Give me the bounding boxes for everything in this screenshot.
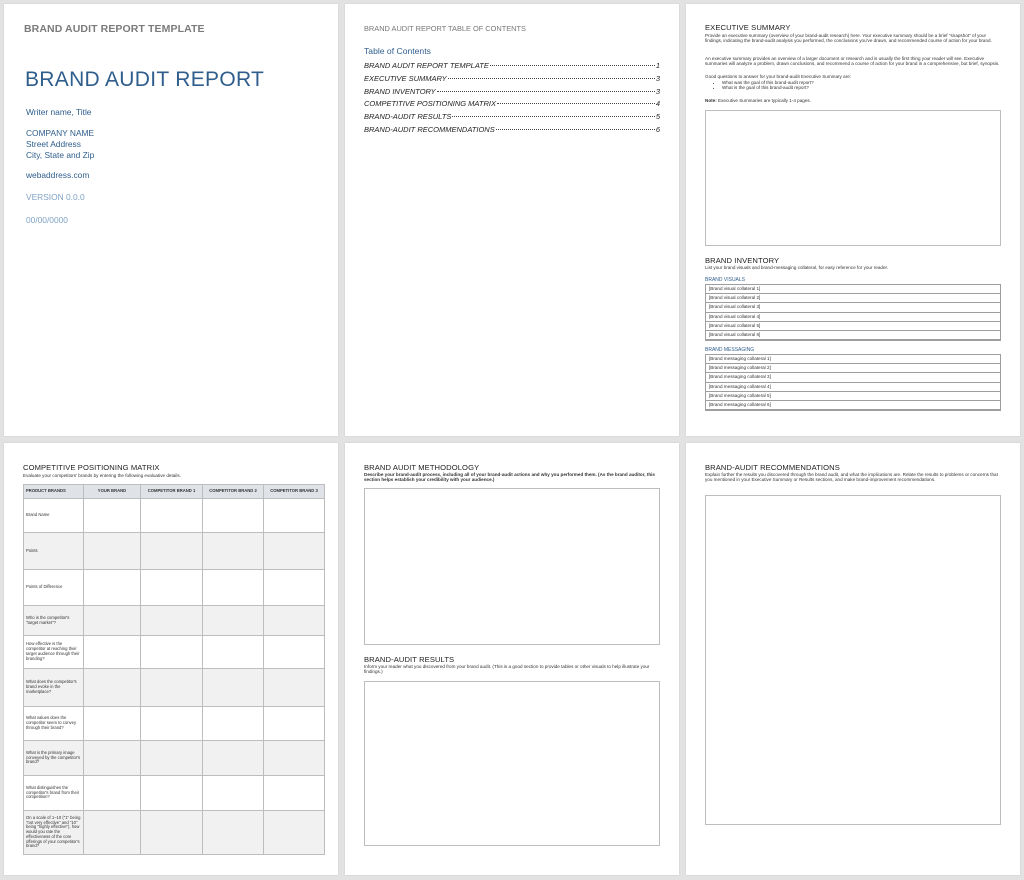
column-header: COMPETITOR BRAND 2 (203, 485, 264, 499)
note-label: Note: (705, 98, 717, 103)
matrix-cell[interactable] (141, 533, 203, 570)
column-header: YOUR BRAND (84, 485, 141, 499)
matrix-cell[interactable] (141, 669, 203, 707)
version: VERSION 0.0.0 (26, 192, 85, 202)
matrix-cell[interactable] (203, 741, 264, 776)
results-box[interactable] (364, 681, 660, 846)
toc-entry-label: COMPETITIVE POSITIONING MATRIX (364, 99, 496, 109)
company-name: COMPANY NAME (26, 128, 95, 138)
matrix-cell[interactable] (264, 606, 325, 636)
table-row[interactable]: [Brand visual collateral 1] (705, 285, 1001, 294)
row-label: What distinguishes the competitor's brand from their competition? (24, 776, 84, 811)
matrix-cell[interactable] (84, 811, 141, 855)
toc-entry[interactable] (364, 125, 660, 138)
toc-entry-page: 4 (655, 99, 660, 109)
brand-inventory-heading: BRAND INVENTORY (705, 256, 780, 265)
toc-entry-label: BRAND-AUDIT RESULTS (364, 112, 452, 122)
toc-entry[interactable] (364, 74, 660, 87)
matrix-cell[interactable] (264, 570, 325, 606)
matrix-cell[interactable] (203, 811, 264, 855)
matrix-heading: COMPETITIVE POSITIONING MATRIX (23, 463, 160, 472)
exec-summary-p3: Good questions to answer for your brand-audit Executive Summary are: (705, 74, 852, 79)
recommendations-heading: BRAND-AUDIT RECOMMENDATIONS (705, 463, 840, 472)
matrix-cell[interactable] (203, 499, 264, 533)
exec-summary-p1: Provide an executive summary (overview of your brand-audit research) here. Your executive summary should be a brief "snapshot" of your findings, indicating the brand-audit analysis you performed, the conclusions you've drawn, and recommended course of action for your brand. (705, 33, 992, 44)
city-state-zip: City, State and Zip (26, 150, 95, 160)
cover-page (4, 4, 338, 436)
matrix-cell[interactable] (203, 636, 264, 669)
matrix-cell[interactable] (264, 636, 325, 669)
matrix-cell[interactable] (84, 776, 141, 811)
row-label: What values does the competitor seem to convey through their brand? (24, 707, 84, 741)
matrix-cell[interactable] (264, 499, 325, 533)
toc-leader (437, 91, 655, 92)
recommendations-page (686, 443, 1020, 875)
cover-kicker: BRAND AUDIT REPORT TEMPLATE (24, 23, 205, 35)
matrix-cell[interactable] (141, 776, 203, 811)
column-header: PRODUCT BRANDS (24, 485, 84, 499)
brand-inventory-intro: List your brand visuals and brand-messaging collateral, for easy reference for your reader. (705, 265, 889, 270)
exec-summary-heading: EXECUTIVE SUMMARY (705, 23, 791, 32)
matrix-cell[interactable] (264, 669, 325, 707)
column-header: COMPETITOR BRAND 1 (141, 485, 203, 499)
toc-heading: Table of Contents (364, 46, 431, 56)
row-label: Points of Difference (24, 570, 84, 606)
matrix-cell[interactable] (264, 533, 325, 570)
toc-page (345, 4, 679, 436)
exec-bullets (705, 80, 1002, 91)
matrix-cell[interactable] (84, 636, 141, 669)
toc-leader (448, 78, 655, 79)
table-row[interactable]: [Brand visual collateral 3] (705, 303, 1001, 312)
matrix-cell[interactable] (203, 570, 264, 606)
column-header: COMPETITOR BRAND 3 (264, 485, 325, 499)
toc-entry-page: 3 (655, 86, 660, 96)
matrix-cell[interactable] (84, 570, 141, 606)
table-row[interactable]: [Brand messaging collateral 5] (705, 392, 1001, 401)
matrix-cell[interactable] (264, 776, 325, 811)
toc-entry[interactable] (364, 99, 660, 112)
toc-entry-page: 3 (655, 73, 660, 83)
web-address: webaddress.com (26, 170, 90, 180)
table-row[interactable]: [Brand messaging collateral 2] (705, 364, 1001, 373)
row-label: Points (24, 533, 84, 570)
toc-entry[interactable] (364, 87, 660, 100)
toc-entry-label: EXECUTIVE SUMMARY (364, 73, 447, 83)
methodology-heading: BRAND AUDIT METHODOLOGY (364, 463, 480, 472)
table-row[interactable]: [Brand visual collateral 2] (705, 294, 1001, 303)
matrix-cell[interactable] (203, 669, 264, 707)
row-label: Brand Name (24, 499, 84, 533)
exec-bullet: • What was the goal of this brand-audit report? (722, 80, 1002, 85)
exec-bullet: • What is the goal of this brand-audit report? (722, 85, 1002, 90)
row-label: How effective is the competitor at reaching their target audience through their branding? (24, 636, 84, 669)
matrix-cell[interactable] (84, 606, 141, 636)
matrix-cell[interactable] (84, 499, 141, 533)
toc-list (364, 61, 660, 138)
toc-leader (452, 116, 654, 117)
matrix-cell[interactable] (264, 707, 325, 741)
street-address: Street Address (26, 139, 81, 149)
positioning-matrix (23, 484, 325, 855)
matrix-cell[interactable] (264, 741, 325, 776)
cover-title: BRAND AUDIT REPORT (25, 68, 265, 91)
exec-note (705, 98, 811, 103)
matrix-cell[interactable] (141, 811, 203, 855)
methodology-box[interactable] (364, 488, 660, 645)
executive-summary-page (686, 4, 1020, 436)
results-intro: Inform your reader what you discovered from your brand audit. (This is a good section to provide tables or other visuals to help illustrate your findings.) (364, 664, 650, 675)
methodology-page (345, 443, 679, 875)
table-row[interactable]: [Brand visual collateral 5] (705, 322, 1001, 331)
results-heading: BRAND-AUDIT RESULTS (364, 655, 455, 664)
brand-visuals-label: BRAND VISUALS (705, 277, 746, 283)
toc-leader (490, 65, 655, 66)
matrix-cell[interactable] (264, 811, 325, 855)
toc-leader (496, 129, 655, 130)
matrix-cell[interactable] (141, 570, 203, 606)
table-row[interactable]: [Brand messaging collateral 6] (705, 401, 1001, 411)
matrix-cell[interactable] (203, 776, 264, 811)
table-row[interactable]: [Brand visual collateral 4] (705, 313, 1001, 322)
matrix-cell[interactable] (141, 707, 203, 741)
writer-name: Writer name, Title (26, 107, 92, 117)
toc-kicker: BRAND AUDIT REPORT TABLE OF CONTENTS (364, 24, 526, 33)
cover-date: 00/00/0000 (26, 215, 68, 225)
recommendations-intro: Explain further the results you discovered through the brand audit, and what the implications are. Relate the results to problems or concerns that you mentioned in your Executive Summary or Results sections, and make brand-improvement recommendations. (705, 472, 998, 483)
recommendations-box[interactable] (705, 495, 1001, 825)
table-row[interactable]: [Brand messaging collateral 1] (705, 355, 1001, 364)
matrix-cell[interactable] (203, 606, 264, 636)
table-row[interactable]: [Brand messaging collateral 4] (705, 383, 1001, 392)
matrix-page (4, 443, 338, 875)
toc-entry-label: BRAND INVENTORY (364, 86, 436, 96)
row-label: What does the competitor's brand evoke in the marketplace? (24, 669, 84, 707)
toc-entry-page: 5 (655, 112, 660, 122)
matrix-cell[interactable] (84, 741, 141, 776)
toc-entry-label: BRAND-AUDIT RECOMMENDATIONS (364, 124, 495, 134)
brand-messaging-table (705, 354, 1001, 411)
table-row[interactable]: [Brand messaging collateral 3] (705, 373, 1001, 382)
matrix-cell[interactable] (84, 707, 141, 741)
toc-entry[interactable] (364, 61, 660, 74)
matrix-cell[interactable] (141, 499, 203, 533)
toc-entry-label: BRAND AUDIT REPORT TEMPLATE (364, 61, 489, 70)
row-label: Who is the competitor's "target market"? (24, 606, 84, 636)
matrix-cell[interactable] (84, 533, 141, 570)
brand-visuals-table (705, 284, 1001, 341)
matrix-cell[interactable] (141, 636, 203, 669)
matrix-cell[interactable] (141, 741, 203, 776)
matrix-cell[interactable] (141, 606, 203, 636)
methodology-intro: Describe your brand-audit process, including all of your brand-audit actions and why you performed them. (As the brand auditor, this section helps establish your credibility with your audience.) (364, 472, 655, 483)
exec-summary-p2: An executive summary provides an overview of a larger document or research and is usually the first thing your reader will see. Executive summaries will analyze a problem, drawn conclusions, and recommend a course of action for your brand in a comprehensive, but brief, synopsis. (705, 56, 1000, 67)
note-text: Executive Summaries are typically 1-4 pages. (718, 98, 811, 103)
matrix-cell[interactable] (203, 533, 264, 570)
matrix-intro: Evaluate your competitors' brands by entering the following evaluative details. (23, 473, 181, 478)
table-row[interactable]: [Brand visual collateral 6] (705, 331, 1001, 341)
matrix-cell[interactable] (84, 669, 141, 707)
toc-entry-page: 1 (655, 61, 660, 70)
toc-leader (497, 103, 655, 104)
row-label: What is the primary image conveyed by the competitor's brand? (24, 741, 84, 776)
matrix-cell[interactable] (203, 707, 264, 741)
row-label: On a scale of 1–10 ("1" being "not very effective" and "10" being "highly effective"), how would you rate the effectiveness of the core offerings of your competitor's brand? (24, 811, 84, 855)
toc-entry-page: 6 (655, 124, 660, 134)
exec-summary-box[interactable] (705, 110, 1001, 246)
toc-entry[interactable] (364, 112, 660, 125)
brand-messaging-label: BRAND MESSAGING (705, 347, 755, 353)
